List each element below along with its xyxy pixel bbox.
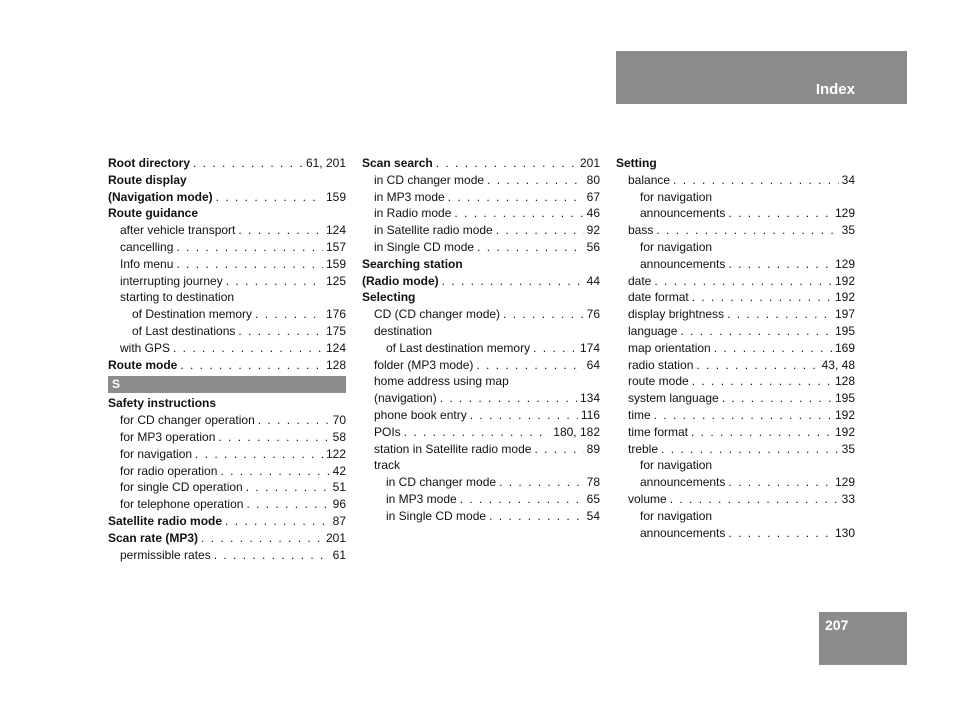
entry-label: announcements xyxy=(640,256,726,271)
index-subentry xyxy=(108,429,346,446)
index-subentry xyxy=(616,189,855,206)
dot-leader xyxy=(496,222,584,239)
entry-page-ref: 195 xyxy=(834,391,855,406)
dot-leader xyxy=(696,357,818,374)
entry-page-ref: 128 xyxy=(834,374,855,389)
entry-page-ref: 46 xyxy=(586,206,600,221)
entry-label: station in Satellite radio mode xyxy=(374,441,532,456)
entry-label: system language xyxy=(628,391,719,406)
dot-leader xyxy=(176,256,323,273)
entry-page-ref: 134 xyxy=(579,391,600,406)
index-subentry xyxy=(108,463,346,480)
entry-page-ref: 76 xyxy=(586,307,600,322)
entry-label: in MP3 mode xyxy=(386,491,457,506)
entry-page-ref: 116 xyxy=(580,407,600,422)
dot-leader xyxy=(477,239,584,256)
entry-page-ref: 124 xyxy=(325,223,346,238)
entry-label: in Radio mode xyxy=(374,206,452,221)
dot-leader xyxy=(691,424,832,441)
dot-leader xyxy=(728,256,832,273)
entry-label: route mode xyxy=(628,374,689,389)
dot-leader xyxy=(173,340,323,357)
index-entry xyxy=(108,357,346,374)
dot-leader xyxy=(728,525,832,542)
entry-label: Root directory xyxy=(108,156,191,170)
entry-label: Route mode xyxy=(108,357,178,372)
index-subentry xyxy=(362,323,600,340)
entry-page-ref: 159 xyxy=(325,189,346,204)
entry-label: with GPS xyxy=(120,340,171,355)
index-entry xyxy=(362,155,600,172)
dot-leader xyxy=(654,407,832,424)
index-column-3 xyxy=(616,155,855,541)
entry-page-ref: 96 xyxy=(332,497,346,512)
entry-page-ref: 56 xyxy=(586,239,600,254)
entry-page-ref: 192 xyxy=(834,407,855,422)
index-subentry xyxy=(616,407,855,424)
index-subentry xyxy=(108,446,346,463)
entry-label: of Destination memory xyxy=(132,307,253,322)
index-subentry xyxy=(362,491,600,508)
entry-label: Route guidance xyxy=(108,206,199,221)
index-subentry xyxy=(616,457,855,474)
entry-label: in CD changer mode xyxy=(374,172,485,187)
entry-page-ref: 129 xyxy=(834,475,855,490)
dot-leader xyxy=(201,530,323,547)
dot-leader xyxy=(670,491,839,508)
dot-leader xyxy=(470,407,578,424)
entry-label: Route display xyxy=(108,172,187,187)
entry-page-ref: 125 xyxy=(325,273,346,288)
index-subentry xyxy=(362,306,600,323)
entry-label: treble xyxy=(628,441,659,456)
entry-label: for navigation xyxy=(640,189,713,204)
index-subentry xyxy=(108,323,346,340)
index-subentry xyxy=(108,289,346,306)
index-subentry xyxy=(108,239,346,256)
entry-label: time xyxy=(628,407,651,422)
entry-page-ref: 43, 48 xyxy=(821,357,855,372)
entry-label: date format xyxy=(628,290,689,305)
dot-leader xyxy=(255,306,323,323)
entry-page-ref: 122 xyxy=(325,446,346,461)
entry-page-ref: 87 xyxy=(332,513,346,528)
entry-label: (Radio mode) xyxy=(362,273,439,288)
index-subentry xyxy=(362,407,600,424)
index-subentry xyxy=(616,172,855,189)
dot-leader xyxy=(534,441,583,458)
index-subentry xyxy=(362,340,600,357)
index-subentry xyxy=(616,424,855,441)
entry-label: Searching station xyxy=(362,256,463,271)
entry-page-ref: 92 xyxy=(586,223,600,238)
entry-label: announcements xyxy=(640,475,726,490)
entry-page-ref: 80 xyxy=(586,172,600,187)
page-title: Index xyxy=(815,81,855,98)
entry-page-ref: 192 xyxy=(834,424,855,439)
entry-label: phone book entry xyxy=(374,407,467,422)
entry-label: volume xyxy=(628,491,667,506)
entry-page-ref: 70 xyxy=(332,413,346,428)
entry-page-ref: 64 xyxy=(586,357,600,372)
index-subentry xyxy=(616,256,855,273)
index-entry xyxy=(362,273,600,290)
entry-label: for radio operation xyxy=(120,463,218,478)
entry-page-ref: 42 xyxy=(332,463,346,478)
entry-page-ref: 58 xyxy=(332,429,346,444)
dot-leader xyxy=(476,357,583,374)
index-subentry xyxy=(616,340,855,357)
dot-leader xyxy=(442,273,584,290)
entry-label: home address using map xyxy=(374,374,509,389)
index-subentry xyxy=(616,373,855,390)
entry-page-ref: 201 xyxy=(579,156,600,170)
dot-leader xyxy=(448,189,584,206)
entry-page-ref: 175 xyxy=(325,323,346,338)
index-entry xyxy=(108,530,346,547)
index-subentry xyxy=(616,205,855,222)
entry-page-ref: 124 xyxy=(325,340,346,355)
entry-page-ref: 61, 201 xyxy=(305,156,346,170)
index-entry xyxy=(108,205,346,222)
dot-leader xyxy=(661,441,839,458)
entry-label: track xyxy=(374,458,401,473)
entry-page-ref: 201 xyxy=(325,530,346,545)
dot-leader xyxy=(727,306,832,323)
entry-label: of Last destinations xyxy=(132,323,236,338)
entry-label: language xyxy=(628,323,678,338)
entry-label: permissible rates xyxy=(120,547,211,562)
index-subentry xyxy=(616,273,855,290)
entry-page-ref: 129 xyxy=(834,256,855,271)
entry-label: display brightness xyxy=(628,307,725,322)
index-subentry xyxy=(108,496,346,513)
index-subentry xyxy=(616,306,855,323)
entry-page-ref: 192 xyxy=(834,290,855,305)
index-subentry xyxy=(362,441,600,458)
entry-page-ref: 176 xyxy=(325,307,346,322)
entry-label: in Single CD mode xyxy=(374,239,475,254)
index-subentry xyxy=(362,172,600,189)
index-column-2 xyxy=(362,155,600,525)
index-entry xyxy=(108,155,346,172)
entry-label: Info menu xyxy=(120,256,174,271)
entry-label: Scan rate (MP3) xyxy=(108,530,199,545)
dot-leader xyxy=(216,189,323,206)
index-subentry xyxy=(362,189,600,206)
index-subentry xyxy=(362,508,600,525)
index-subentry xyxy=(108,412,346,429)
entry-page-ref: 159 xyxy=(325,256,346,271)
entry-label: folder (MP3 mode) xyxy=(374,357,474,372)
index-subentry xyxy=(108,479,346,496)
entry-label: balance xyxy=(628,172,671,187)
entry-page-ref: 61 xyxy=(332,547,346,562)
entry-label: Safety instructions xyxy=(108,396,217,411)
entry-label: for navigation xyxy=(120,446,193,461)
entry-page-ref: 197 xyxy=(834,307,855,322)
entry-label: announcements xyxy=(640,206,726,221)
index-subentry xyxy=(616,357,855,374)
entry-label: (Navigation mode) xyxy=(108,189,213,204)
entry-label: map orientation xyxy=(628,340,711,355)
index-subentry xyxy=(108,340,346,357)
dot-leader xyxy=(503,306,584,323)
dot-leader xyxy=(176,239,323,256)
index-subentry xyxy=(616,289,855,306)
entry-label: destination xyxy=(374,323,433,338)
dot-leader xyxy=(728,474,832,491)
index-subentry xyxy=(362,222,600,239)
entry-label: Satellite radio mode xyxy=(108,513,223,528)
dot-leader xyxy=(728,205,832,222)
entry-label: for navigation xyxy=(640,458,713,473)
index-subentry xyxy=(616,474,855,491)
entry-label: for single CD operation xyxy=(120,480,243,495)
entry-page-ref: 129 xyxy=(834,206,855,221)
index-subentry xyxy=(362,205,600,222)
dot-leader xyxy=(714,340,832,357)
entry-page-ref: 35 xyxy=(841,223,855,238)
entry-page-ref: 174 xyxy=(579,340,600,355)
dot-leader xyxy=(533,340,577,357)
dot-leader xyxy=(692,289,832,306)
entry-page-ref: 33 xyxy=(841,491,855,506)
index-column-1 xyxy=(108,155,346,563)
entry-label: Selecting xyxy=(362,290,416,305)
entry-page-ref: 51 xyxy=(332,480,346,495)
entry-label: date xyxy=(628,273,652,288)
index-subentry xyxy=(362,390,600,407)
index-entry xyxy=(108,395,346,412)
index-subentry xyxy=(616,222,855,239)
dot-leader xyxy=(656,222,838,239)
entry-page-ref: 169 xyxy=(834,340,855,355)
index-subentry xyxy=(362,457,600,474)
dot-leader xyxy=(489,508,584,525)
dot-leader xyxy=(722,390,832,407)
dot-leader xyxy=(238,323,323,340)
entry-label: POIs xyxy=(374,424,401,439)
entry-label: in Satellite radio mode xyxy=(374,223,493,238)
page-number-box xyxy=(819,612,907,665)
entry-page-ref: 44 xyxy=(586,273,600,288)
index-entry xyxy=(616,155,855,172)
index-subentry xyxy=(616,239,855,256)
index-subentry xyxy=(362,424,600,441)
page-number: 207 xyxy=(825,617,849,633)
index-subentry xyxy=(362,373,600,390)
entry-label: radio station xyxy=(628,357,694,372)
index-entry xyxy=(108,189,346,206)
dot-leader xyxy=(258,412,330,429)
index-subentry xyxy=(362,474,600,491)
entry-page-ref: 130 xyxy=(834,525,855,540)
index-subentry xyxy=(108,306,346,323)
index-entry xyxy=(362,256,600,273)
dot-leader xyxy=(499,474,584,491)
index-entry xyxy=(108,513,346,530)
entry-label: bass xyxy=(628,223,654,238)
entry-page-ref: 128 xyxy=(325,357,346,372)
index-subentry xyxy=(108,256,346,273)
header-bar xyxy=(616,51,907,104)
entry-label: cancelling xyxy=(120,239,174,254)
dot-leader xyxy=(460,491,584,508)
dot-leader xyxy=(436,155,577,172)
entry-label: Setting xyxy=(616,156,657,170)
dot-leader xyxy=(246,479,330,496)
entry-page-ref: 157 xyxy=(325,239,346,254)
index-subentry xyxy=(616,491,855,508)
entry-label: for telephone operation xyxy=(120,497,244,512)
dot-leader xyxy=(680,323,832,340)
dot-leader xyxy=(692,373,832,390)
dot-leader xyxy=(487,172,584,189)
entry-label: for MP3 operation xyxy=(120,429,216,444)
entry-page-ref: 89 xyxy=(586,441,600,456)
entry-page-ref: 35 xyxy=(841,441,855,456)
entry-label: after vehicle transport xyxy=(120,223,236,238)
entry-label: for navigation xyxy=(640,508,713,523)
index-subentry xyxy=(362,239,600,256)
dot-leader xyxy=(218,429,329,446)
entry-label: starting to destination xyxy=(120,290,235,305)
dot-leader xyxy=(214,547,330,564)
index-subentry xyxy=(616,323,855,340)
entry-label: (navigation) xyxy=(374,391,437,406)
entry-label: for navigation xyxy=(640,239,713,254)
entry-label: in MP3 mode xyxy=(374,189,445,204)
index-subentry xyxy=(108,222,346,239)
index-subentry xyxy=(616,525,855,542)
dot-leader xyxy=(180,357,323,374)
entry-page-ref: 180, 182 xyxy=(553,424,600,439)
entry-label: time format xyxy=(628,424,689,439)
index-entry xyxy=(362,289,600,306)
entry-label: for CD changer operation xyxy=(120,413,255,428)
entry-label: in Single CD mode xyxy=(386,508,487,523)
dot-leader xyxy=(195,446,323,463)
entry-label: announcements xyxy=(640,525,726,540)
dot-leader xyxy=(238,222,323,239)
index-subentry xyxy=(616,441,855,458)
entry-label: interrupting journey xyxy=(120,273,223,288)
dot-leader xyxy=(193,155,303,172)
entry-label: of Last destination memory xyxy=(386,340,531,355)
entry-page-ref: 67 xyxy=(586,189,600,204)
index-subentry xyxy=(362,357,600,374)
index-subentry xyxy=(108,547,346,564)
entry-page-ref: 54 xyxy=(586,508,600,523)
entry-page-ref: 78 xyxy=(586,475,600,490)
dot-leader xyxy=(454,205,583,222)
dot-leader xyxy=(404,424,551,441)
dot-leader xyxy=(654,273,832,290)
index-entry xyxy=(108,172,346,189)
entry-page-ref: 65 xyxy=(586,491,600,506)
dot-leader xyxy=(246,496,329,513)
entry-page-ref: 195 xyxy=(834,323,855,338)
entry-label: Scan search xyxy=(362,156,433,170)
index-subentry xyxy=(108,273,346,290)
dot-leader xyxy=(220,463,329,480)
dot-leader xyxy=(226,273,323,290)
entry-label: CD (CD changer mode) xyxy=(374,307,501,322)
dot-leader xyxy=(673,172,839,189)
index-subentry xyxy=(616,508,855,525)
dot-leader xyxy=(225,513,330,530)
entry-page-ref: 34 xyxy=(841,172,855,187)
dot-leader xyxy=(440,390,577,407)
entry-page-ref: 192 xyxy=(834,273,855,288)
entry-label: in CD changer mode xyxy=(386,475,497,490)
section-header: S xyxy=(108,376,346,393)
index-subentry xyxy=(616,390,855,407)
